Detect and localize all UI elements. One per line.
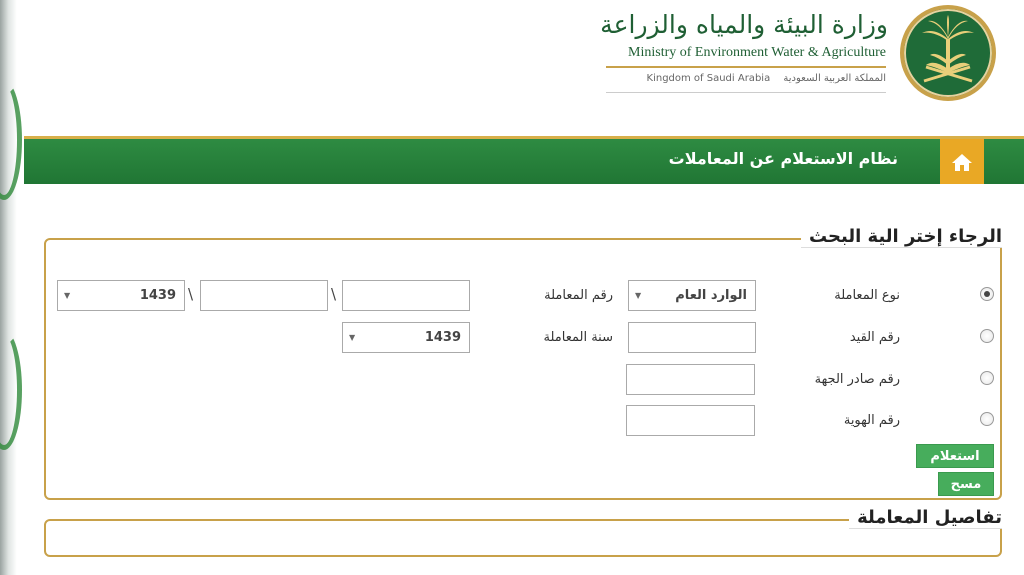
country-english: Kingdom of Saudi Arabia — [646, 73, 771, 84]
ministry-logo — [900, 5, 996, 101]
ministry-name-english: Ministry of Environment Water & Agriculture — [628, 45, 886, 60]
transaction-number-label: رقم المعاملة — [544, 288, 613, 303]
country-arabic: المملكة العربية السعودية — [783, 73, 886, 84]
id-number-label: رقم الهوية — [843, 413, 900, 428]
palm-swords-emblem-icon — [904, 9, 992, 97]
radio-transaction-type[interactable] — [980, 287, 994, 301]
radio-registration-number[interactable] — [980, 329, 994, 343]
search-legend: الرجاء إختر الية البحث — [801, 226, 1002, 248]
dropdown-arrow-icon: ▼ — [349, 333, 356, 342]
issuer-number-label: رقم صادر الجهة — [814, 372, 900, 387]
leaf-decoration — [0, 80, 22, 200]
transaction-type-label: نوع المعاملة — [834, 288, 900, 303]
id-number-input[interactable] — [626, 405, 755, 436]
left-decoration — [0, 0, 24, 575]
number-year-select[interactable] — [57, 280, 185, 311]
transaction-type-select[interactable] — [628, 280, 756, 311]
transaction-year-label: سنة المعاملة — [543, 330, 613, 345]
separator: \ — [188, 285, 194, 303]
transaction-type-value: الوارد العام — [675, 288, 747, 303]
country-line — [637, 73, 886, 84]
search-panel — [44, 226, 1002, 500]
number-year-value: 1439 — [139, 288, 176, 303]
header-divider — [606, 66, 886, 68]
transaction-year-select[interactable] — [342, 322, 470, 353]
dropdown-arrow-icon: ▼ — [64, 291, 71, 300]
header-divider-thin — [606, 92, 886, 93]
ministry-name-arabic: وزارة البيئة والمياه والزراعة — [600, 10, 888, 39]
transaction-number-input-2[interactable] — [200, 280, 328, 311]
radio-id-number[interactable] — [980, 412, 994, 426]
registration-number-label: رقم القيد — [849, 330, 900, 345]
separator: \ — [331, 285, 337, 303]
transaction-number-input[interactable] — [342, 280, 470, 311]
details-legend: تفاصيل المعاملة — [849, 507, 1002, 529]
transaction-details-panel — [44, 507, 1002, 557]
radio-issuer-number[interactable] — [980, 371, 994, 385]
issuer-number-input[interactable] — [626, 364, 755, 395]
dropdown-arrow-icon: ▼ — [635, 291, 642, 300]
system-title-bar — [24, 136, 1024, 184]
leaf-decoration — [0, 330, 22, 450]
clear-button[interactable]: مسح — [938, 472, 994, 496]
registration-number-input[interactable] — [628, 322, 756, 353]
home-icon — [951, 152, 973, 172]
inquire-button[interactable]: استعلام — [916, 444, 994, 468]
system-title: نظام الاستعلام عن المعاملات — [668, 149, 898, 168]
home-button[interactable] — [940, 139, 984, 184]
transaction-year-value: 1439 — [424, 330, 461, 345]
